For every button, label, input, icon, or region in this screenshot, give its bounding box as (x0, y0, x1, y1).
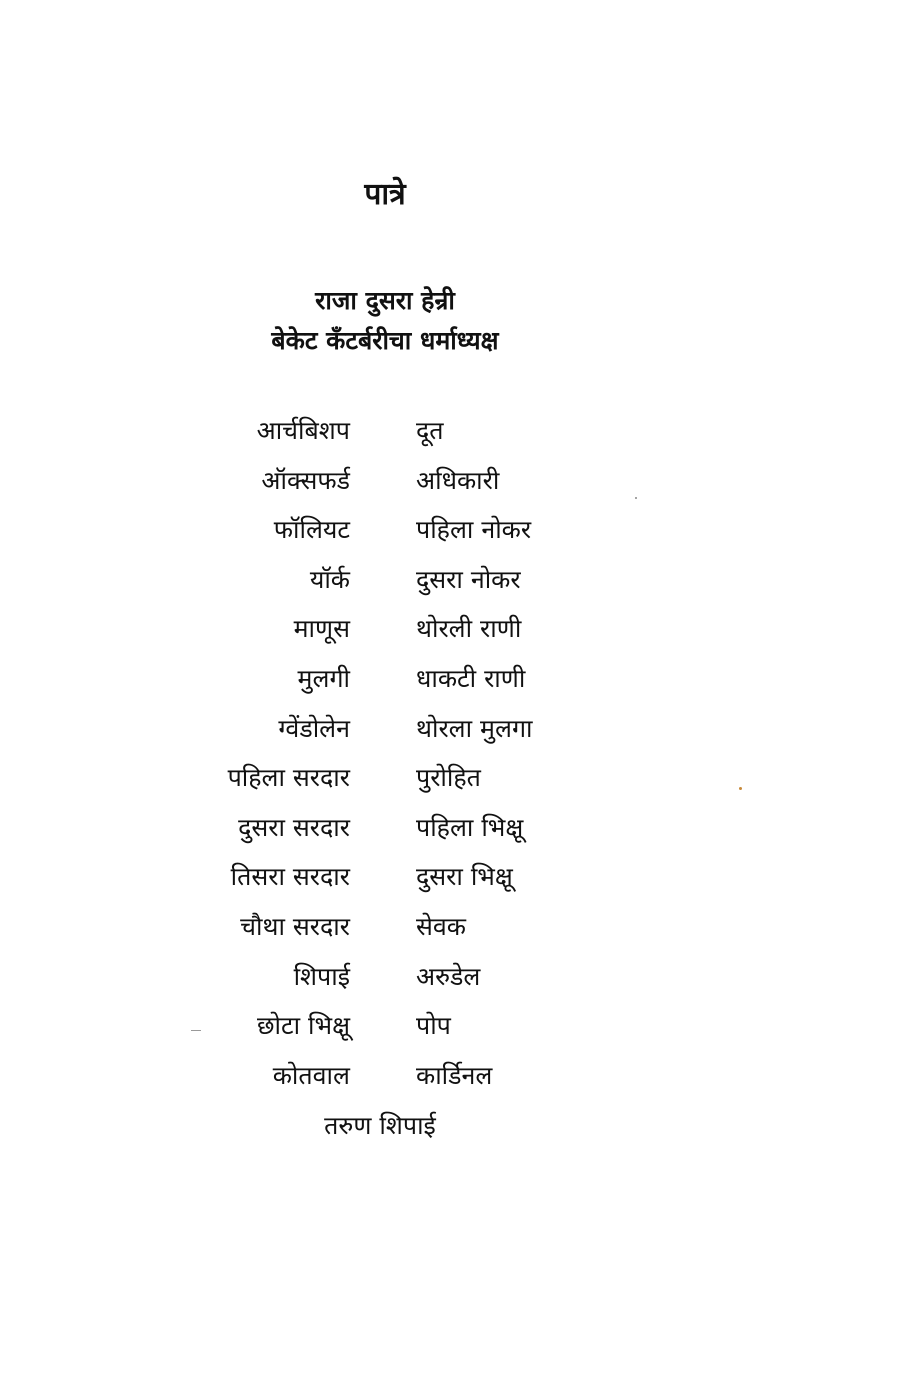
cast-right-name: सेवक (416, 911, 467, 941)
cast-right-name: दुसरा नोकर (416, 564, 521, 594)
cast-right-name: दुसरा भिक्षू (416, 862, 513, 892)
cast-left-name: कोतवाल (272, 1060, 350, 1090)
cast-row (0, 907, 923, 957)
cast-right-name: धाकटी राणी (416, 663, 526, 693)
page-title: पात्रे (364, 177, 406, 212)
cast-left-name: तिसरा सरदार (230, 862, 350, 892)
paper-speck (739, 787, 742, 790)
cast-row (0, 1056, 923, 1106)
cast-left-name: फॉलियट (273, 515, 350, 545)
cast-row (0, 609, 923, 659)
lead-role-becket: बेकेट कँटर्बरीचा धर्माध्यक्ष (271, 326, 499, 355)
cast-right-name: दूत (416, 416, 444, 445)
cast-row (0, 1006, 923, 1056)
paper-speck (635, 497, 637, 499)
cast-right-name: थोरली राणी (416, 614, 522, 644)
lead-role-king: राजा दुसरा हेन्री (315, 286, 455, 315)
cast-left-name: आर्चबिशप (256, 416, 350, 445)
cast-right-name: पोप (416, 1011, 451, 1041)
cast-row (0, 510, 923, 560)
cast-row (0, 659, 923, 709)
cast-left-name: यॉर्क (309, 564, 350, 594)
cast-list (0, 411, 923, 1105)
cast-row (0, 461, 923, 511)
cast-left-name: ऑक्सफर्ड (261, 465, 350, 495)
cast-right-name: कार्डिनल (416, 1060, 493, 1090)
lead-roles (0, 281, 770, 361)
cast-right-name: पहिला भिक्षू (416, 812, 524, 842)
cast-right-name: थोरला मुलगा (416, 713, 533, 743)
cast-row (0, 411, 923, 461)
cast-left-name: पहिला सरदार (227, 763, 350, 793)
cast-row (0, 758, 923, 808)
cast-left-name: चौथा सरदार (240, 911, 350, 941)
cast-right-name: पुरोहित (416, 763, 481, 793)
cast-left-name: ग्वेंडोलेन (278, 713, 350, 743)
cast-left-name: मुलगी (297, 663, 350, 693)
cast-left-name: दुसरा सरदार (238, 812, 350, 842)
cast-right-name: पहिला नोकर (416, 515, 532, 545)
cast-row (0, 808, 923, 858)
cast-final-name: तरुण शिपाई (324, 1111, 436, 1140)
cast-left-name: शिपाई (293, 961, 350, 991)
cast-row (0, 957, 923, 1007)
paper-speck (191, 1030, 201, 1031)
cast-right-name: अधिकारी (416, 465, 500, 495)
cast-row (0, 560, 923, 610)
cast-left-name: छोटा भिक्षू (257, 1011, 350, 1041)
cast-row (0, 857, 923, 907)
cast-row (0, 709, 923, 759)
cast-left-name: माणूस (293, 614, 350, 644)
cast-right-name: अरुडेल (416, 961, 481, 991)
